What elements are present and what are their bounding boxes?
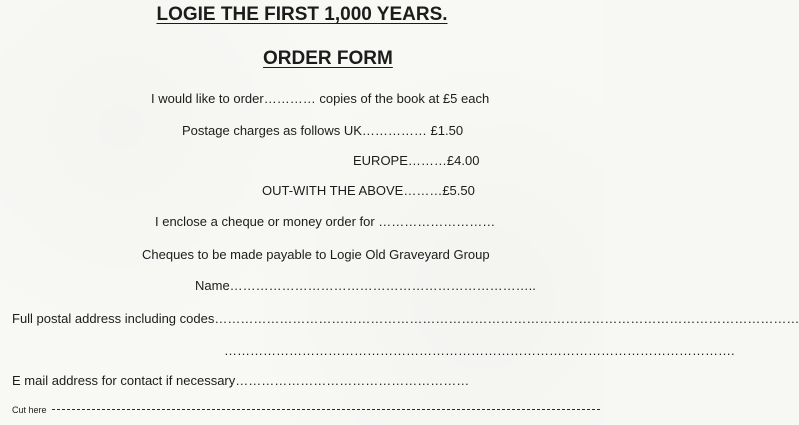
document-title: LOGIE THE FIRST 1,000 YEARS. (156, 4, 448, 25)
email-line: E mail address for contact if necessary……………………………………………… (12, 373, 470, 388)
postal-address-continued-line: ………………………………………………………………………………………………………. (224, 343, 735, 358)
enclose-payment-line: I enclose a cheque or money order for ……………………… (155, 214, 496, 229)
postage-outwith-line: OUT-WITH THE ABOVE………£5.50 (262, 183, 475, 198)
postage-europe-line: EUROPE………£4.00 (353, 153, 480, 168)
cut-here-dashed-line (52, 409, 600, 410)
postal-address-line: Full postal address including codes……………………………………………………………………………………………………………………… (12, 311, 799, 326)
name-line: Name…………………………………………………………….. (195, 278, 536, 293)
postage-uk-line: Postage charges as follows UK…………… £1.50 (182, 123, 464, 138)
order-form-heading: ORDER FORM (263, 48, 393, 69)
order-copies-line: I would like to order………… copies of the book at £5 each (151, 91, 490, 106)
cut-here-label: Cut here (12, 405, 47, 415)
cheques-payable-line: Cheques to be made payable to Logie Old Graveyard Group (142, 247, 490, 262)
